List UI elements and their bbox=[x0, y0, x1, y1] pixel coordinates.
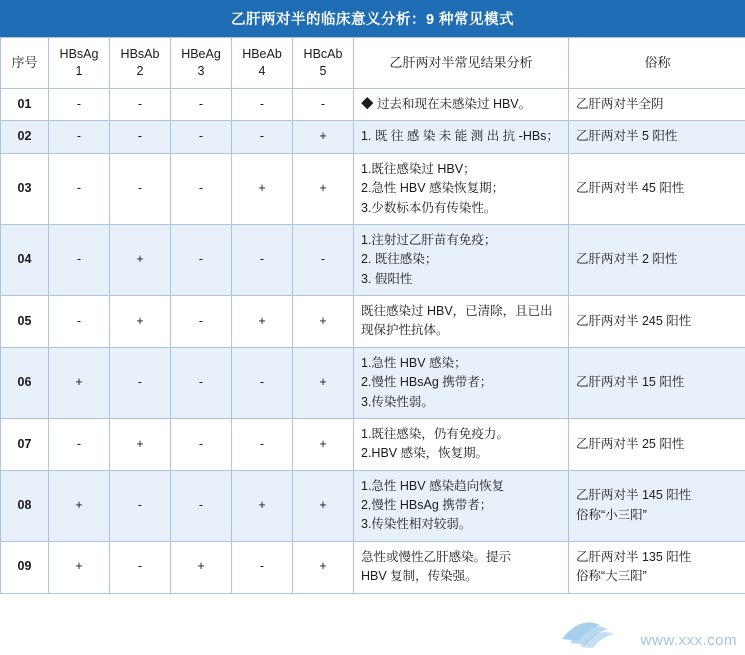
row-mark-hbeag: + bbox=[171, 541, 232, 593]
page-title: 乙肝两对半的临床意义分析：9 种常见模式 bbox=[230, 12, 515, 28]
row-mark-hbcab: + bbox=[293, 541, 354, 593]
row-analysis bbox=[354, 541, 569, 593]
row-mark-hbsab: - bbox=[110, 121, 171, 153]
analysis-line: 2.慢性 HBsAg 携带者； bbox=[361, 498, 493, 512]
row-nickname bbox=[569, 296, 745, 348]
marker-name: HBcAb bbox=[303, 47, 343, 62]
row-nickname bbox=[569, 153, 745, 224]
marker-name: HBeAb bbox=[242, 47, 282, 62]
analysis-line: 1.注射过乙肝苗有免疫； bbox=[361, 232, 497, 247]
row-mark-hbeab: - bbox=[232, 224, 293, 295]
table-row bbox=[1, 418, 745, 470]
row-mark-hbcab: + bbox=[293, 347, 354, 418]
table-row bbox=[1, 347, 745, 418]
row-mark-hbsag: + bbox=[49, 347, 110, 418]
row-nickname bbox=[569, 470, 745, 541]
row-mark-hbsab: + bbox=[110, 224, 171, 295]
row-analysis bbox=[354, 121, 569, 153]
row-mark-hbcab: + bbox=[293, 296, 354, 348]
nickname-line: 乙肝两对半 5 阳性 bbox=[576, 129, 678, 144]
row-mark-hbeab: + bbox=[232, 470, 293, 541]
marker-number: 2 bbox=[136, 64, 144, 78]
analysis-line: 1. 既 往 感 染 未 能 测 出 抗 -HBs； bbox=[361, 129, 559, 144]
nickname-line: 俗称“大三阳” bbox=[576, 569, 647, 584]
column-header-nickname: 俗称 bbox=[569, 38, 745, 89]
table-row bbox=[1, 153, 745, 224]
table-row bbox=[1, 89, 745, 121]
nickname-line: 乙肝两对半 45 阳性 bbox=[576, 181, 685, 196]
column-header-hbcab bbox=[293, 38, 354, 89]
nickname-line: 俗称“小三阳” bbox=[576, 507, 647, 522]
nickname-line: 乙肝两对半 135 阳性 bbox=[576, 549, 692, 564]
nickname-line: 乙肝两对半 245 阳性 bbox=[576, 313, 692, 328]
row-mark-hbsab: + bbox=[110, 296, 171, 348]
table-row bbox=[1, 224, 745, 295]
row-mark-hbeag: - bbox=[171, 153, 232, 224]
column-header-analysis: 乙肝两对半常见结果分析 bbox=[354, 38, 569, 89]
row-mark-hbsab: - bbox=[110, 347, 171, 418]
table-row bbox=[1, 541, 745, 593]
nickname-line: 乙肝两对半全阴 bbox=[576, 97, 664, 111]
analysis-line: 1.既往感染过 HBV； bbox=[361, 161, 476, 176]
row-mark-hbeab: + bbox=[232, 153, 293, 224]
row-analysis bbox=[354, 224, 569, 295]
row-mark-hbeag: - bbox=[171, 470, 232, 541]
row-seq: 06 bbox=[1, 347, 49, 418]
row-seq: 09 bbox=[1, 541, 49, 593]
row-analysis bbox=[354, 153, 569, 224]
row-mark-hbeag: - bbox=[171, 121, 232, 153]
table-row bbox=[1, 296, 745, 348]
analysis-line: 3. 假阳性 bbox=[361, 271, 413, 286]
watermark-text: www.xxx.com bbox=[640, 632, 737, 649]
column-header-seq: 序号 bbox=[1, 38, 49, 89]
row-nickname bbox=[569, 121, 745, 153]
analysis-line: ◆ 过去和现在未感染过 HBV。 bbox=[361, 97, 532, 111]
row-mark-hbeab: - bbox=[232, 541, 293, 593]
marker-number: 1 bbox=[75, 64, 83, 78]
row-mark-hbeab: - bbox=[232, 121, 293, 153]
row-mark-hbsab: - bbox=[110, 89, 171, 121]
row-nickname bbox=[569, 541, 745, 593]
row-mark-hbsag: - bbox=[49, 418, 110, 470]
analysis-line: 2.慢性 HBsAg 携带者； bbox=[361, 375, 493, 390]
row-seq: 01 bbox=[1, 89, 49, 121]
table-row bbox=[1, 470, 745, 541]
analysis-line: 1.既往感染，仍有免疫力。 bbox=[361, 426, 509, 441]
row-seq: 02 bbox=[1, 121, 49, 153]
row-nickname bbox=[569, 89, 745, 121]
analysis-line: 3.传染性弱。 bbox=[361, 394, 434, 409]
row-nickname bbox=[569, 418, 745, 470]
row-mark-hbeag: - bbox=[171, 224, 232, 295]
row-mark-hbsag: - bbox=[49, 121, 110, 153]
row-mark-hbeab: - bbox=[232, 347, 293, 418]
row-analysis bbox=[354, 296, 569, 348]
analysis-line: 3.少数标本仍有传染性。 bbox=[361, 200, 497, 215]
row-analysis bbox=[354, 89, 569, 121]
row-mark-hbcab: + bbox=[293, 418, 354, 470]
table-header-row bbox=[1, 38, 745, 89]
marker-name: HBsAb bbox=[120, 47, 160, 62]
marker-name: HBsAg bbox=[59, 47, 99, 62]
row-mark-hbsag: - bbox=[49, 153, 110, 224]
row-seq: 07 bbox=[1, 418, 49, 470]
row-mark-hbeab: + bbox=[232, 296, 293, 348]
nickname-line: 乙肝两对半 2 阳性 bbox=[576, 252, 678, 267]
analysis-line: 2. 既往感染； bbox=[361, 252, 438, 267]
table-header bbox=[1, 38, 745, 89]
row-analysis bbox=[354, 470, 569, 541]
column-header-hbsag bbox=[49, 38, 110, 89]
column-header-hbeab bbox=[232, 38, 293, 89]
row-mark-hbcab: + bbox=[293, 153, 354, 224]
marker-number: 3 bbox=[197, 64, 205, 78]
row-nickname bbox=[569, 224, 745, 295]
table-body bbox=[1, 89, 745, 594]
row-mark-hbsag: - bbox=[49, 224, 110, 295]
nickname-line: 乙肝两对半 15 阳性 bbox=[576, 375, 685, 390]
column-header-hbeag bbox=[171, 38, 232, 89]
analysis-line: 2.急性 HBV 感染恢复期； bbox=[361, 181, 505, 196]
row-mark-hbsab: - bbox=[110, 470, 171, 541]
row-seq: 04 bbox=[1, 224, 49, 295]
row-mark-hbsag: + bbox=[49, 470, 110, 541]
nickname-line: 乙肝两对半 145 阳性 bbox=[576, 488, 692, 503]
row-nickname bbox=[569, 347, 745, 418]
row-mark-hbcab: - bbox=[293, 224, 354, 295]
marker-number: 4 bbox=[258, 64, 266, 78]
row-mark-hbcab: - bbox=[293, 89, 354, 121]
analysis-line: 1.急性 HBV 感染； bbox=[361, 355, 467, 370]
analysis-line: 既往感染过 HBV，已清除，且已出现保护性抗体。 bbox=[361, 304, 553, 338]
row-mark-hbsag: - bbox=[49, 89, 110, 121]
row-mark-hbeag: - bbox=[171, 296, 232, 348]
document-title-bar bbox=[0, 0, 745, 37]
nickname-line: 乙肝两对半 25 阳性 bbox=[576, 436, 685, 451]
row-mark-hbsab: + bbox=[110, 418, 171, 470]
hbv-marker-table bbox=[0, 37, 745, 594]
analysis-line: HBV 复制，传染强。 bbox=[361, 569, 478, 584]
row-analysis bbox=[354, 347, 569, 418]
analysis-line: 2.HBV 感染，恢复期。 bbox=[361, 446, 489, 461]
row-mark-hbeag: - bbox=[171, 347, 232, 418]
row-mark-hbsag: + bbox=[49, 541, 110, 593]
row-analysis bbox=[354, 418, 569, 470]
row-mark-hbeab: - bbox=[232, 418, 293, 470]
marker-name: HBeAg bbox=[181, 47, 221, 62]
column-header-hbsab bbox=[110, 38, 171, 89]
analysis-line: 1.急性 HBV 感染趋向恢复 bbox=[361, 478, 505, 493]
row-mark-hbeag: - bbox=[171, 89, 232, 121]
row-mark-hbcab: + bbox=[293, 470, 354, 541]
row-mark-hbeab: - bbox=[232, 89, 293, 121]
marker-number: 5 bbox=[319, 64, 327, 78]
row-mark-hbsab: - bbox=[110, 153, 171, 224]
table-row bbox=[1, 121, 745, 153]
analysis-line: 急性或慢性乙肝感染。提示 bbox=[361, 549, 512, 564]
row-mark-hbsag: - bbox=[49, 296, 110, 348]
analysis-line: 3.传染性相对较弱。 bbox=[361, 517, 472, 532]
row-seq: 05 bbox=[1, 296, 49, 348]
row-seq: 03 bbox=[1, 153, 49, 224]
row-seq: 08 bbox=[1, 470, 49, 541]
row-mark-hbcab: + bbox=[293, 121, 354, 153]
row-mark-hbeag: - bbox=[171, 418, 232, 470]
row-mark-hbsab: - bbox=[110, 541, 171, 593]
